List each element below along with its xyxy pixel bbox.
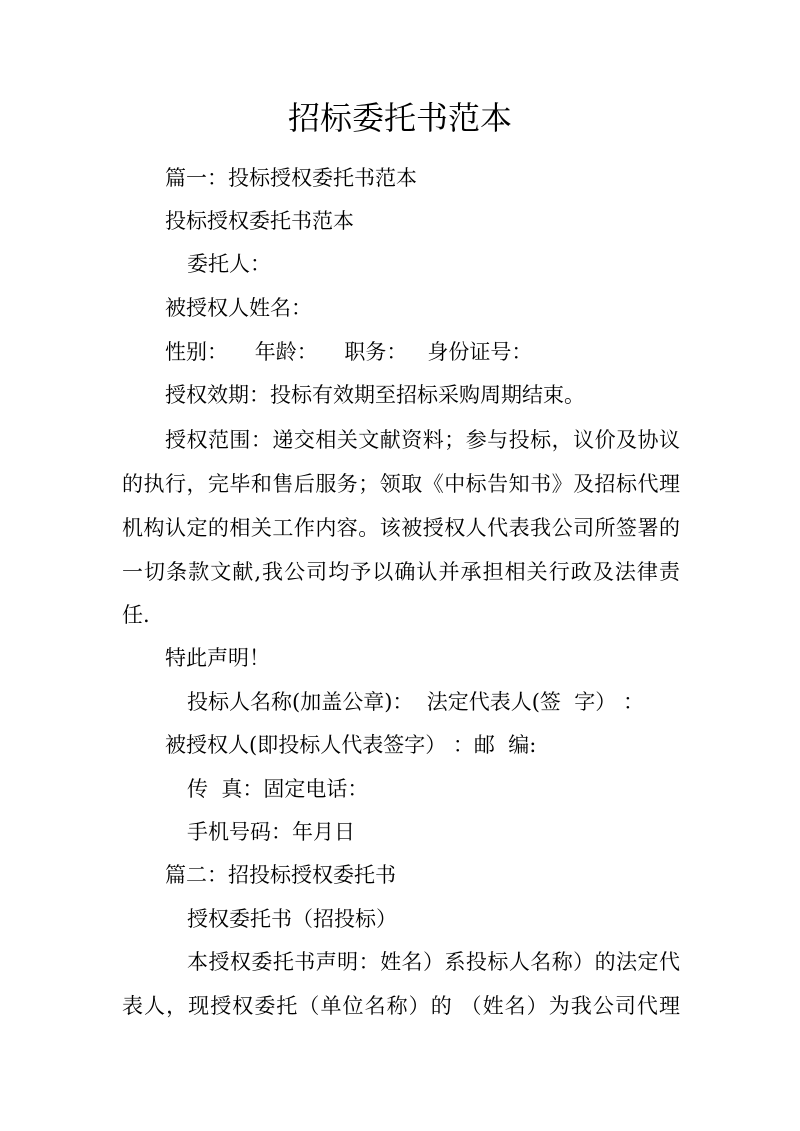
field-principal: 委托人：	[187, 252, 271, 276]
field-mobile-date: 手机号码：年月日	[187, 820, 355, 844]
paragraph-scope-line-3: 机构认定的相关工作内容。该被授权人代表我公司所签署的	[122, 516, 680, 540]
field-bidder-name: 投标人名称(加盖公章)： 法定代表人(签 字） ：	[187, 690, 644, 714]
subheading-1: 投标授权委托书范本	[165, 209, 354, 233]
declaration: 特此声明！	[165, 646, 270, 670]
document-title: 招标委托书范本	[287, 99, 512, 137]
field-authorized-name: 被授权人姓名：	[165, 296, 312, 320]
paragraph-scope-line-2: 的执行，完毕和售后服务；领取《中标告知书》及招标代理	[122, 472, 680, 496]
field-validity: 授权效期：投标有效期至招标采购周期结束。	[165, 383, 585, 407]
field-authorized-signature: 被授权人(即投标人代表签字） ：邮 编:	[165, 733, 537, 757]
paragraph-statement-line-2: 表人，现授权委托（单位名称）的 （姓名）为我公司代理	[122, 994, 680, 1018]
field-personal-info: 性别： 年龄： 职务： 身份证号：	[165, 340, 533, 364]
section-heading-2: 篇二：招投标授权委托书	[165, 863, 396, 887]
paragraph-scope-line-5: 任.	[122, 603, 150, 627]
paragraph-statement-line-1: 本授权委托书声明：姓名）系投标人名称）的法定代	[187, 950, 680, 974]
paragraph-scope-line-4: 一切条款文献,我公司均予以确认并承担相关行政及法律责	[122, 560, 680, 584]
field-fax-phone: 传 真：固定电话：	[187, 777, 369, 801]
subheading-2: 授权委托书（招投标）	[187, 907, 397, 931]
paragraph-scope-line-1: 授权范围：递交相关文献资料；参与投标，议价及协议	[165, 428, 680, 452]
section-heading-1: 篇一：投标授权委托书范本	[165, 166, 417, 190]
